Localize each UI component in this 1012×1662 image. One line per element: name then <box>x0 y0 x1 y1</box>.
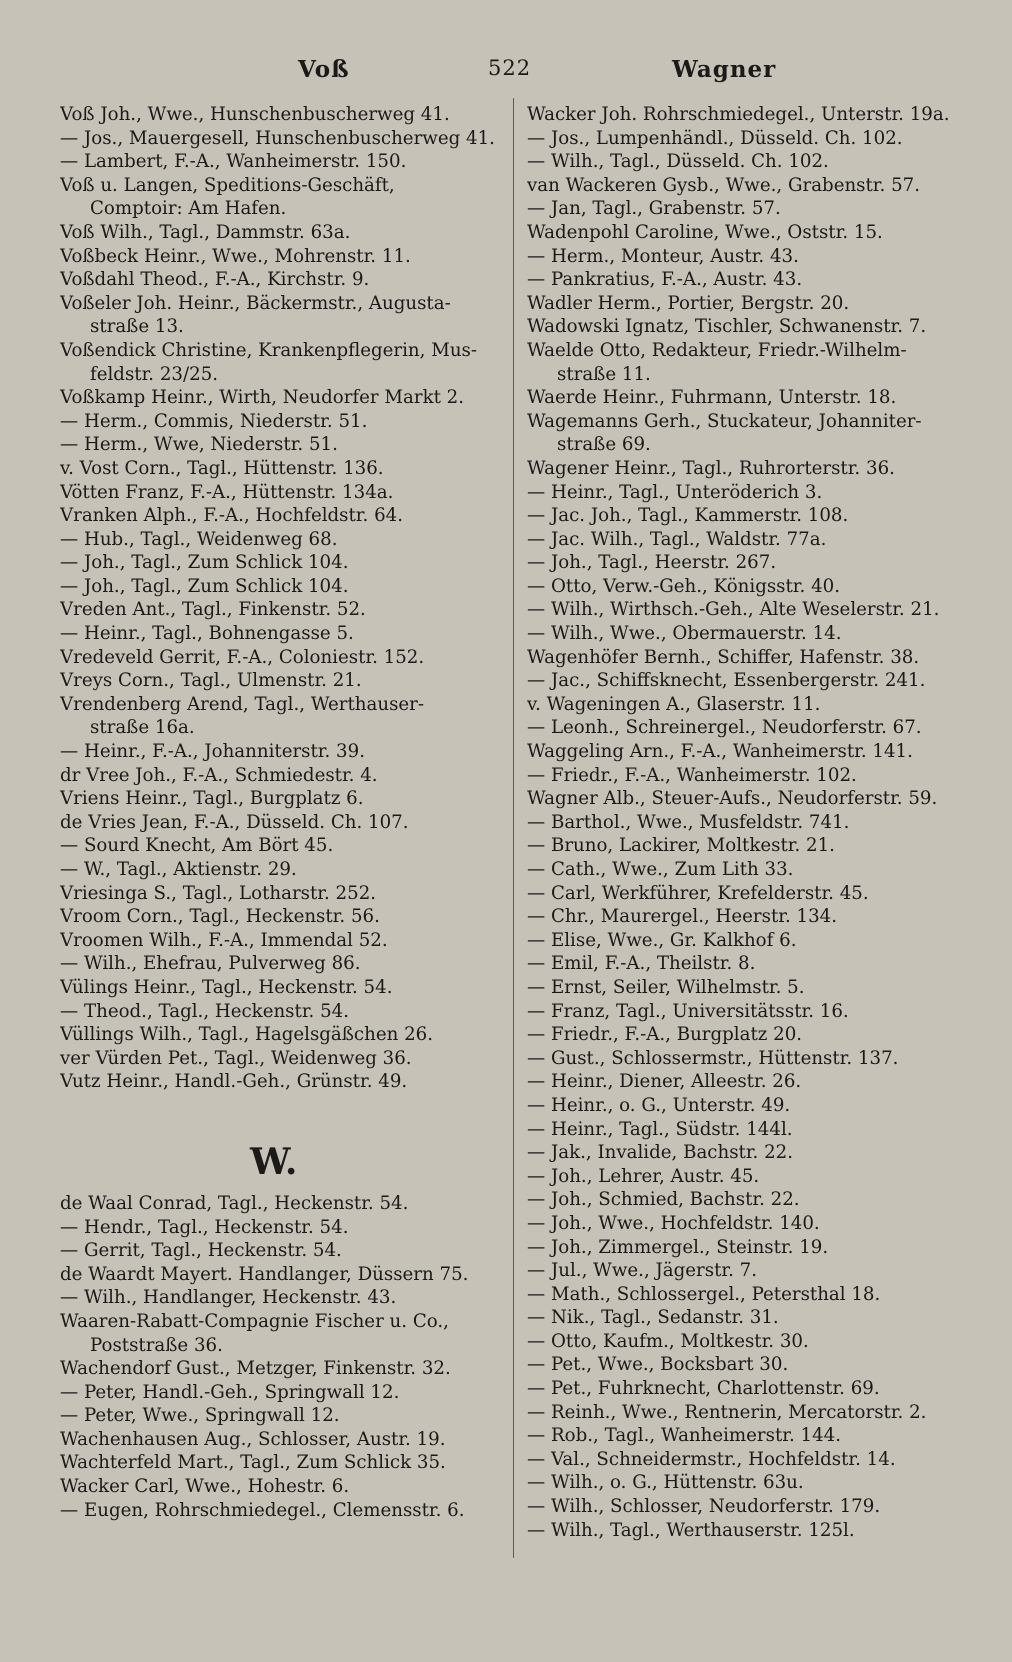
directory-entry <box>527 1353 967 1377</box>
entry-line: — Wilh., Wwe., Obermauerstr. 14. <box>527 623 842 645</box>
entry-line: ver Vürden Pet., Tagl., Weidenweg 36. <box>60 1047 412 1069</box>
entry-line: Waelde Otto, Redakteur, Friedr.-Wilhelm- <box>527 339 907 361</box>
directory-entry <box>60 976 500 1000</box>
entry-line: Vriesinga S., Tagl., Lotharstr. 252. <box>60 882 377 904</box>
entry-line: — Chr., Maurergel., Heerstr. 134. <box>527 906 838 928</box>
entry-line: — Jos., Mauergesell, Hunschenbuscherweg 41. <box>60 127 495 149</box>
entry-line: — Franz, Tagl., Universitätsstr. 16. <box>527 1000 849 1022</box>
directory-entry <box>527 1495 967 1519</box>
directory-entry <box>527 1165 967 1189</box>
entry-line: Wadowski Ignatz, Tischler, Schwanenstr. 7. <box>527 316 927 338</box>
directory-entry <box>60 1428 500 1452</box>
directory-entry <box>60 150 500 174</box>
directory-entry <box>60 575 500 599</box>
directory-entry <box>60 457 500 481</box>
entry-line: — Gerrit, Tagl., Heckenstr. 54. <box>60 1240 342 1262</box>
entry-line: — Otto, Verw.-Geh., Königsstr. 40. <box>527 575 840 597</box>
entry-line: v. Wageningen A., Glaserstr. 11. <box>527 693 821 715</box>
entry-line: — Joh., Tagl., Heerstr. 267. <box>527 552 777 574</box>
entry-line: — Wilh., Wirthsch.-Geh., Alte Weselerstr. 21. <box>527 599 940 621</box>
entry-line: — Bruno, Lackirer, Moltkestr. 21. <box>527 835 835 857</box>
left-column <box>60 103 500 1522</box>
directory-entry <box>527 764 967 788</box>
entry-line: — Heinr., Diener, Alleestr. 26. <box>527 1071 802 1093</box>
directory-entry <box>527 787 967 811</box>
entry-line: — Heinr., Tagl., Bohnengasse 5. <box>60 623 354 645</box>
directory-entry <box>60 433 500 457</box>
directory-entry <box>527 598 967 622</box>
directory-entry <box>60 292 500 339</box>
entry-line: Voßendick Christine, Krankenpflegerin, Mus- <box>60 339 478 361</box>
entry-line: Vriens Heinr., Tagl., Burgplatz 6. <box>60 788 364 810</box>
directory-entry <box>527 268 967 292</box>
entry-line: — Jan, Tagl., Grabenstr. 57. <box>527 198 781 220</box>
entry-line: de Waal Conrad, Tagl., Heckenstr. 54. <box>60 1192 409 1214</box>
entry-line: — Friedr., F.-A., Burgplatz 20. <box>527 1024 803 1046</box>
directory-entry <box>527 1023 967 1047</box>
directory-entry <box>60 929 500 953</box>
entry-line: — Lambert, F.-A., Wanheimerstr. 150. <box>60 151 407 173</box>
directory-entry <box>527 716 967 740</box>
entry-line: Voß Wilh., Tagl., Dammstr. 63a. <box>60 221 351 243</box>
entry-line: — Joh., Schmied, Bachstr. 22. <box>527 1189 800 1211</box>
directory-entry <box>60 1451 500 1475</box>
entry-line: — Pet., Fuhrknecht, Charlottenstr. 69. <box>527 1378 880 1400</box>
entry-line: Wacker Carl, Wwe., Hohestr. 6. <box>60 1476 350 1498</box>
directory-entry <box>527 339 967 386</box>
directory-entry <box>527 834 967 858</box>
entry-line: — Math., Schlossergel., Petersthal 18. <box>527 1283 881 1305</box>
entry-line: — Leonh., Schreinergel., Neudorferstr. 67. <box>527 717 922 739</box>
directory-entry <box>60 1475 500 1499</box>
entry-line: — Elise, Wwe., Gr. Kalkhof 6. <box>527 929 797 951</box>
directory-entry <box>60 1023 500 1047</box>
entry-line: — W., Tagl., Aktienstr. 29. <box>60 859 297 880</box>
entry-line: Vötten Franz, F.-A., Hüttenstr. 134a. <box>60 481 394 503</box>
directory-entry <box>527 1070 967 1094</box>
directory-entry <box>527 103 967 127</box>
entry-line: Wagenhöfer Bernh., Schiffer, Hafenstr. 38. <box>527 646 920 668</box>
directory-entry <box>60 481 500 505</box>
directory-entry <box>60 1216 500 1240</box>
section-spacer <box>60 1094 500 1132</box>
directory-entry <box>60 811 500 835</box>
directory-entry <box>527 905 967 929</box>
directory-entry <box>60 764 500 788</box>
directory-entry <box>527 1519 967 1543</box>
entry-line: Voßeler Joh. Heinr., Bäckermstr., Augusta- <box>60 292 451 314</box>
directory-entry <box>60 221 500 245</box>
directory-entry <box>527 1212 967 1236</box>
entry-line: — Herm., Commis, Niederstr. 51. <box>60 410 368 432</box>
entry-line: Wacker Joh. Rohrschmiedegel., Unterstr. 19a. <box>527 104 950 125</box>
entry-line: — Jul., Wwe., Jägerstr. 7. <box>527 1260 757 1282</box>
directory-entry <box>60 174 500 221</box>
directory-entry <box>527 245 967 269</box>
directory-entry <box>527 575 967 599</box>
directory-entry <box>60 1000 500 1024</box>
entry-line: — Carl, Werkführer, Krefelderstr. 45. <box>527 882 869 904</box>
directory-entry <box>60 1310 500 1357</box>
directory-entry <box>527 646 967 670</box>
entry-continuation: straße 13. <box>90 316 184 338</box>
directory-entry <box>527 197 967 221</box>
directory-entry <box>60 693 500 740</box>
directory-entry <box>527 858 967 882</box>
entry-line: — Wilh., Tagl., Düsseld. Ch. 102. <box>527 151 829 173</box>
entry-line: Wadler Herm., Portier, Bergstr. 20. <box>527 292 850 314</box>
directory-entry <box>60 1047 500 1071</box>
directory-entry <box>527 127 967 151</box>
directory-entry <box>60 504 500 528</box>
entry-line: de Waardt Mayert. Handlanger, Düssern 75. <box>60 1263 469 1285</box>
entry-line: — Eugen, Rohrschmiedegel., Clemensstr. 6. <box>60 1499 465 1521</box>
entry-line: Vroomen Wilh., F.-A., Immendal 52. <box>60 929 388 951</box>
directory-entry <box>527 1283 967 1307</box>
directory-entry <box>60 1404 500 1428</box>
entry-line: — Herm., Monteur, Austr. 43. <box>527 245 799 267</box>
directory-entry <box>60 339 500 386</box>
page-header <box>0 56 1012 90</box>
directory-entry <box>60 787 500 811</box>
directory-entry <box>527 882 967 906</box>
directory-entry <box>527 740 967 764</box>
entry-line: — Barthol., Wwe., Musfeldstr. 741. <box>527 811 850 833</box>
directory-entry <box>60 1357 500 1381</box>
entry-line: Wachendorf Gust., Metzger, Finkenstr. 32. <box>60 1358 451 1380</box>
entry-line: — Hub., Tagl., Weidenweg 68. <box>60 528 338 550</box>
directory-entry <box>60 740 500 764</box>
directory-entry <box>60 1499 500 1523</box>
directory-entry <box>527 952 967 976</box>
directory-entry <box>60 1192 500 1216</box>
entry-line: — Friedr., F.-A., Wanheimerstr. 102. <box>527 764 857 786</box>
entry-line: Vranken Alph., F.-A., Hochfeldstr. 64. <box>60 505 403 527</box>
directory-entry <box>60 410 500 434</box>
entry-continuation: Poststraße 36. <box>90 1334 223 1356</box>
entry-continuation: straße 11. <box>557 363 651 385</box>
directory-entry <box>527 1118 967 1142</box>
entry-line: — Heinr., Tagl., Unteröderich 3. <box>527 481 823 503</box>
directory-entry <box>60 386 500 410</box>
entry-line: — Herm., Wwe, Niederstr. 51. <box>60 434 338 456</box>
directory-entry <box>527 528 967 552</box>
entry-line: Vreys Corn., Tagl., Ulmenstr. 21. <box>60 670 362 692</box>
entry-line: v. Vost Corn., Tagl., Hüttenstr. 136. <box>60 457 384 479</box>
directory-entry <box>60 952 500 976</box>
directory-entry <box>527 1141 967 1165</box>
entry-line: Voßkamp Heinr., Wirth, Neudorfer Markt 2. <box>60 387 465 409</box>
directory-entry <box>527 1000 967 1024</box>
directory-entry <box>527 1188 967 1212</box>
entry-line: — Pankratius, F.-A., Austr. 43. <box>527 269 803 291</box>
header-left-keyword: Voß <box>298 56 350 83</box>
entry-line: — Hendr., Tagl., Heckenstr. 54. <box>60 1216 349 1238</box>
entry-line: — Wilh., o. G., Hüttenstr. 63u. <box>527 1472 804 1494</box>
directory-entry <box>60 882 500 906</box>
directory-entry <box>527 1306 967 1330</box>
directory-entry <box>527 1047 967 1071</box>
directory-entry <box>527 457 967 481</box>
entry-line: — Sourd Knecht, Am Bört 45. <box>60 835 334 857</box>
directory-entry <box>527 622 967 646</box>
right-column <box>527 103 967 1542</box>
entry-line: — Ernst, Seiler, Wilhelmstr. 5. <box>527 976 805 998</box>
directory-entry <box>527 150 967 174</box>
entry-continuation: straße 69. <box>557 434 651 456</box>
entry-line: Waerde Heinr., Fuhrmann, Unterstr. 18. <box>527 387 897 409</box>
directory-entry <box>60 834 500 858</box>
directory-entry <box>60 669 500 693</box>
entry-line: — Jac. Joh., Tagl., Kammerstr. 108. <box>527 505 849 527</box>
page-number: 522 <box>488 56 532 80</box>
directory-entry <box>527 292 967 316</box>
directory-entry <box>60 103 500 127</box>
entry-line: Waggeling Arn., F.-A., Wanheimerstr. 141. <box>527 741 913 763</box>
entry-line: Wagner Alb., Steuer-Aufs., Neudorferstr. 59. <box>527 788 938 810</box>
directory-entry <box>527 1401 967 1425</box>
entry-line: — Emil, F.-A., Theilstr. 8. <box>527 953 756 975</box>
entry-line: Vredeveld Gerrit, F.-A., Coloniestr. 152. <box>60 646 425 668</box>
entry-line: — Joh., Tagl., Zum Schlick 104. <box>60 575 349 597</box>
directory-entry <box>527 669 967 693</box>
entry-line: — Joh., Tagl., Zum Schlick 104. <box>60 552 349 574</box>
header-right-keyword: Wagner <box>672 56 777 83</box>
directory-entry <box>527 1259 967 1283</box>
directory-entry <box>60 1070 500 1094</box>
left-entries-w <box>60 1192 500 1522</box>
entry-line: Wachterfeld Mart., Tagl., Zum Schlick 35. <box>60 1452 446 1474</box>
left-entries-v <box>60 103 500 1094</box>
entry-line: — Otto, Kaufm., Moltkestr. 30. <box>527 1330 809 1352</box>
entry-line: Wagemanns Gerh., Stuckateur, Johanniter- <box>527 410 922 432</box>
directory-entry <box>527 1448 967 1472</box>
entry-line: Voß Joh., Wwe., Hunschenbuscherweg 41. <box>60 104 450 125</box>
directory-entry <box>60 1286 500 1310</box>
entry-continuation: feldstr. 23/25. <box>90 363 219 385</box>
directory-entry <box>527 1330 967 1354</box>
directory-entry <box>60 1381 500 1405</box>
entry-line: Voßdahl Theod., F.-A., Kirchstr. 9. <box>60 269 370 291</box>
directory-entry <box>60 245 500 269</box>
entry-line: dr Vree Joh., F.-A., Schmiedestr. 4. <box>60 764 378 786</box>
directory-entry <box>527 481 967 505</box>
entry-line: — Wilh., Handlanger, Heckenstr. 43. <box>60 1287 397 1309</box>
entry-line: Voßbeck Heinr., Wwe., Mohrenstr. 11. <box>60 245 411 267</box>
directory-entry <box>527 1424 967 1448</box>
directory-entry <box>527 1236 967 1260</box>
directory-entry <box>527 315 967 339</box>
entry-line: — Wilh., Tagl., Werthauserstr. 125l. <box>527 1519 855 1541</box>
entry-line: — Pet., Wwe., Bocksbart 30. <box>527 1354 789 1376</box>
entry-line: Vrendenberg Arend, Tagl., Werthauser- <box>60 693 425 715</box>
entry-continuation: Comptoir: Am Hafen. <box>90 198 287 220</box>
entry-line: — Cath., Wwe., Zum Lith 33. <box>527 859 794 880</box>
entry-line: Wachenhausen Aug., Schlosser, Austr. 19. <box>60 1428 446 1450</box>
directory-entry <box>60 1239 500 1263</box>
entry-line: van Wackeren Gysb., Wwe., Grabenstr. 57. <box>527 174 920 196</box>
entry-line: — Peter, Wwe., Springwall 12. <box>60 1405 340 1427</box>
entry-line: Vülings Heinr., Tagl., Heckenstr. 54. <box>60 976 393 998</box>
directory-entry <box>527 174 967 198</box>
entry-line: — Joh., Lehrer, Austr. 45. <box>527 1165 760 1187</box>
entry-line: Vreden Ant., Tagl., Finkenstr. 52. <box>60 599 366 621</box>
directory-entry <box>527 929 967 953</box>
entry-line: Vüllings Wilh., Tagl., Hagelsgäßchen 26. <box>60 1024 434 1046</box>
entry-line: — Reinh., Wwe., Rentnerin, Mercatorstr. 2. <box>527 1401 927 1423</box>
entry-line: — Heinr., Tagl., Südstr. 144l. <box>527 1118 793 1140</box>
entry-line: — Heinr., o. G., Unterstr. 49. <box>527 1094 791 1116</box>
directory-entry <box>60 551 500 575</box>
entry-line: — Rob., Tagl., Wanheimerstr. 144. <box>527 1425 842 1447</box>
entry-line: Wadenpohl Caroline, Wwe., Oststr. 15. <box>527 221 883 243</box>
directory-entry <box>527 1094 967 1118</box>
entry-line: Voß u. Langen, Speditions-Geschäft, <box>60 174 395 196</box>
section-letter: W. <box>250 1140 298 1183</box>
directory-entry <box>527 221 967 245</box>
directory-entry <box>527 1377 967 1401</box>
directory-entry <box>60 905 500 929</box>
entry-line: — Jak., Invalide, Bachstr. 22. <box>527 1142 794 1164</box>
directory-entry <box>60 528 500 552</box>
entry-line: — Heinr., F.-A., Johanniterstr. 39. <box>60 741 365 763</box>
directory-entry <box>527 976 967 1000</box>
entry-line: — Joh., Zimmergel., Steinstr. 19. <box>527 1236 829 1258</box>
entry-line: — Wilh., Schlosser, Neudorferstr. 179. <box>527 1496 881 1518</box>
directory-entry <box>527 386 967 410</box>
entry-line: — Val., Schneidermstr., Hochfeldstr. 14. <box>527 1448 896 1470</box>
entry-line: — Nik., Tagl., Sedanstr. 31. <box>527 1307 779 1329</box>
entry-line: — Jos., Lumpenhändl., Düsseld. Ch. 102. <box>527 127 903 149</box>
entry-line: — Jac. Wilh., Tagl., Waldstr. 77a. <box>527 528 827 550</box>
entry-line: — Peter, Handl.-Geh., Springwall 12. <box>60 1381 400 1403</box>
entry-continuation: straße 16a. <box>90 717 195 739</box>
entry-line: Wagener Heinr., Tagl., Ruhrorterstr. 36. <box>527 457 895 479</box>
directory-entry <box>60 127 500 151</box>
entry-line: Vutz Heinr., Handl.-Geh., Grünstr. 49. <box>60 1071 408 1093</box>
directory-entry <box>527 504 967 528</box>
directory-entry <box>527 410 967 457</box>
entry-line: Waaren-Rabatt-Compagnie Fischer u. Co., <box>60 1310 449 1332</box>
entry-line: Vroom Corn., Tagl., Heckenstr. 56. <box>60 906 380 928</box>
entry-line: de Vries Jean, F.-A., Düsseld. Ch. 107. <box>60 811 409 833</box>
entry-line: — Wilh., Ehefrau, Pulverweg 86. <box>60 953 361 975</box>
directory-entry <box>60 268 500 292</box>
right-entries <box>527 103 967 1542</box>
directory-entry <box>527 693 967 717</box>
entry-line: — Theod., Tagl., Heckenstr. 54. <box>60 1000 350 1022</box>
entry-line: — Jac., Schiffsknecht, Essenbergerstr. 241. <box>527 670 926 692</box>
entry-line: — Joh., Wwe., Hochfeldstr. 140. <box>527 1212 820 1234</box>
directory-entry <box>527 1471 967 1495</box>
directory-entry <box>60 622 500 646</box>
directory-entry <box>60 858 500 882</box>
column-divider <box>513 98 514 1558</box>
directory-entry <box>60 646 500 670</box>
entry-line: — Gust., Schlossermstr., Hüttenstr. 137. <box>527 1047 899 1069</box>
directory-entry <box>60 598 500 622</box>
directory-entry <box>527 811 967 835</box>
directory-entry <box>527 551 967 575</box>
directory-entry <box>60 1263 500 1287</box>
